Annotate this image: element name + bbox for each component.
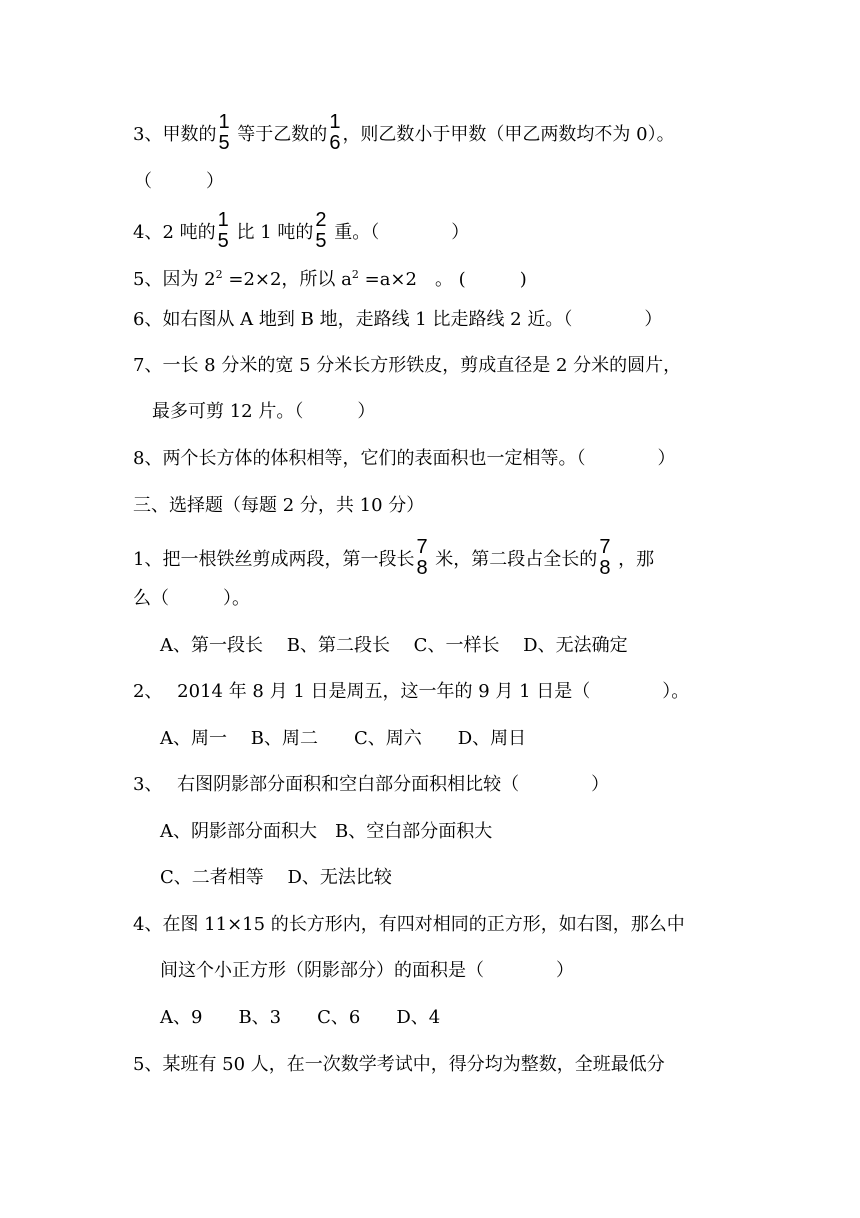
choice-item-3-options-1: A、阴影部分面积大 B、空白部分面积大	[160, 821, 493, 842]
item-text: ，则乙数小于甲数（甲乙两数均不为 0）。	[342, 124, 675, 145]
item-text: 3、甲数的	[133, 124, 217, 145]
choice-item-1: 1、把一根铁丝剪成两段，第一段长 7 8 米，第二段占全长的 7 8 ，那	[133, 536, 655, 579]
choice-item-4-line2: 间这个小正方形（阴影部分）的面积是（ ）	[160, 960, 574, 981]
choice-item-5: 5、某班有 50 人，在一次数学考试中，得分均为整数，全班最低分	[133, 1054, 665, 1075]
choice-item-3-options-2: C、二者相等 D、无法比较	[160, 867, 392, 888]
answer-paren: （ ）	[134, 171, 224, 192]
choice-item-1-line2: 么（ ）。	[133, 588, 250, 609]
judge-item-8: 8、两个长方体的体积相等，它们的表面积也一定相等。（ ）	[133, 448, 676, 469]
item-text: 等于乙数的	[231, 124, 328, 145]
item-text: 比 1 吨的	[230, 222, 314, 243]
choice-item-3: 3、 右图阴影部分面积和空白部分面积相比较（ ）	[133, 774, 610, 795]
fraction: 1 6	[329, 111, 341, 154]
fraction: 1 5	[218, 111, 230, 154]
choice-item-2-options: A、周一 B、周二 C、周六 D、周日	[160, 728, 527, 749]
judge-item-7-line1: 7、一长 8 分米的宽 5 分米长方形铁皮，剪成直径是 2 分米的圆片，	[133, 355, 682, 376]
section-heading: 三、选择题（每题 2 分，共 10 分）	[133, 495, 425, 516]
fraction: 2 5	[315, 209, 327, 252]
choice-item-4-line1: 4、在图 11×15 的长方形内，有四对相同的正方形，如右图，那么中	[133, 914, 685, 935]
fraction: 1 5	[217, 209, 229, 252]
fraction: 7 8	[599, 536, 611, 579]
choice-item-2: 2、 2014 年 8 月 1 日是周五，这一年的 9 月 1 日是（ ）。	[133, 681, 690, 702]
choice-item-1-options: A、第一段长 B、第二段长 C、一样长 D、无法确定	[160, 635, 628, 656]
judge-item-6: 6、如右图从 A 地到 B 地，走路线 1 比走路线 2 近。（ ）	[133, 309, 663, 330]
judge-item-3	[133, 111, 675, 156]
judge-item-7-line2: 最多可剪 12 片。（ ）	[152, 401, 376, 422]
fraction: 7 8	[416, 536, 428, 579]
item-text: 重。（ ）	[328, 222, 470, 243]
choice-item-4-options: A、9 B、3 C、6 D、4	[160, 1007, 441, 1028]
item-text: 4、2 吨的	[133, 222, 216, 243]
judge-item-4	[133, 209, 470, 254]
judge-item-5: 5、因为 $2^2 =2\times 2$，所以 $a^2 =a\times 2$ 。 ( )	[133, 268, 527, 290]
